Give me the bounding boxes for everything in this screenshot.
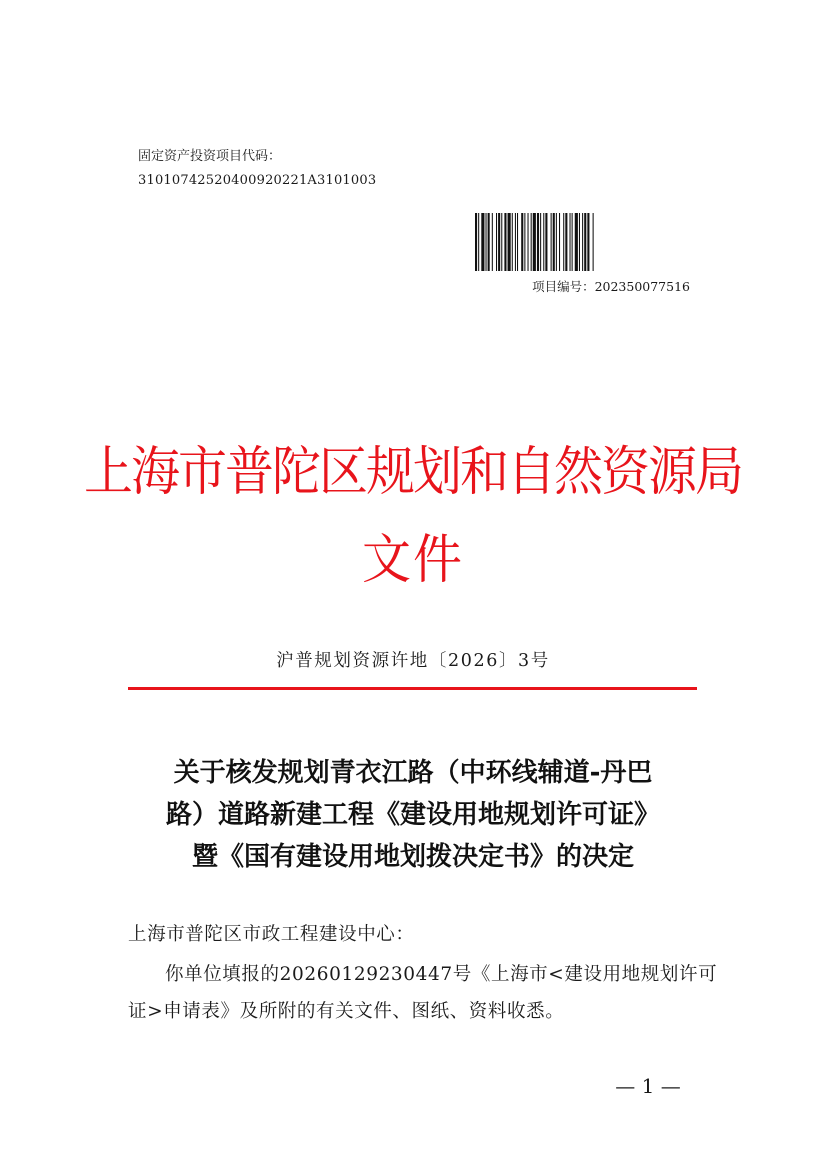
project-number: 项目编号：202350077516 bbox=[532, 279, 690, 294]
subject-line-1: 关于核发规划青衣江路（中环线辅道-丹巴 bbox=[173, 758, 653, 788]
subject-line-3: 暨《国有建设用地划拨决定书》的决定 bbox=[191, 842, 634, 872]
document-subject bbox=[118, 752, 708, 878]
investment-code-label: 固定资产投资项目代码： bbox=[138, 149, 282, 164]
issuing-organization: 上海市普陀区规划和自然资源局 bbox=[83, 440, 742, 503]
investment-code: 31010742520400920221A3101003 bbox=[138, 173, 377, 188]
document-type: 文件 bbox=[361, 528, 464, 591]
barcode-image bbox=[474, 213, 690, 271]
document-number: 沪普规划资源许地〔2026〕3号 bbox=[276, 651, 550, 671]
red-divider-line bbox=[128, 687, 697, 690]
addressee: 上海市普陀区市政工程建设中心： bbox=[128, 924, 415, 945]
subject-line-2: 路）道路新建工程《建设用地规划许可证》 bbox=[165, 800, 660, 830]
body-paragraph: 你单位填报的20260129230447号《上海市<建设用地规划许可证>申请表》及所附的有关文件、图纸、资料收悉。 bbox=[128, 964, 718, 1022]
page-number: — 1 — bbox=[615, 1074, 681, 1098]
